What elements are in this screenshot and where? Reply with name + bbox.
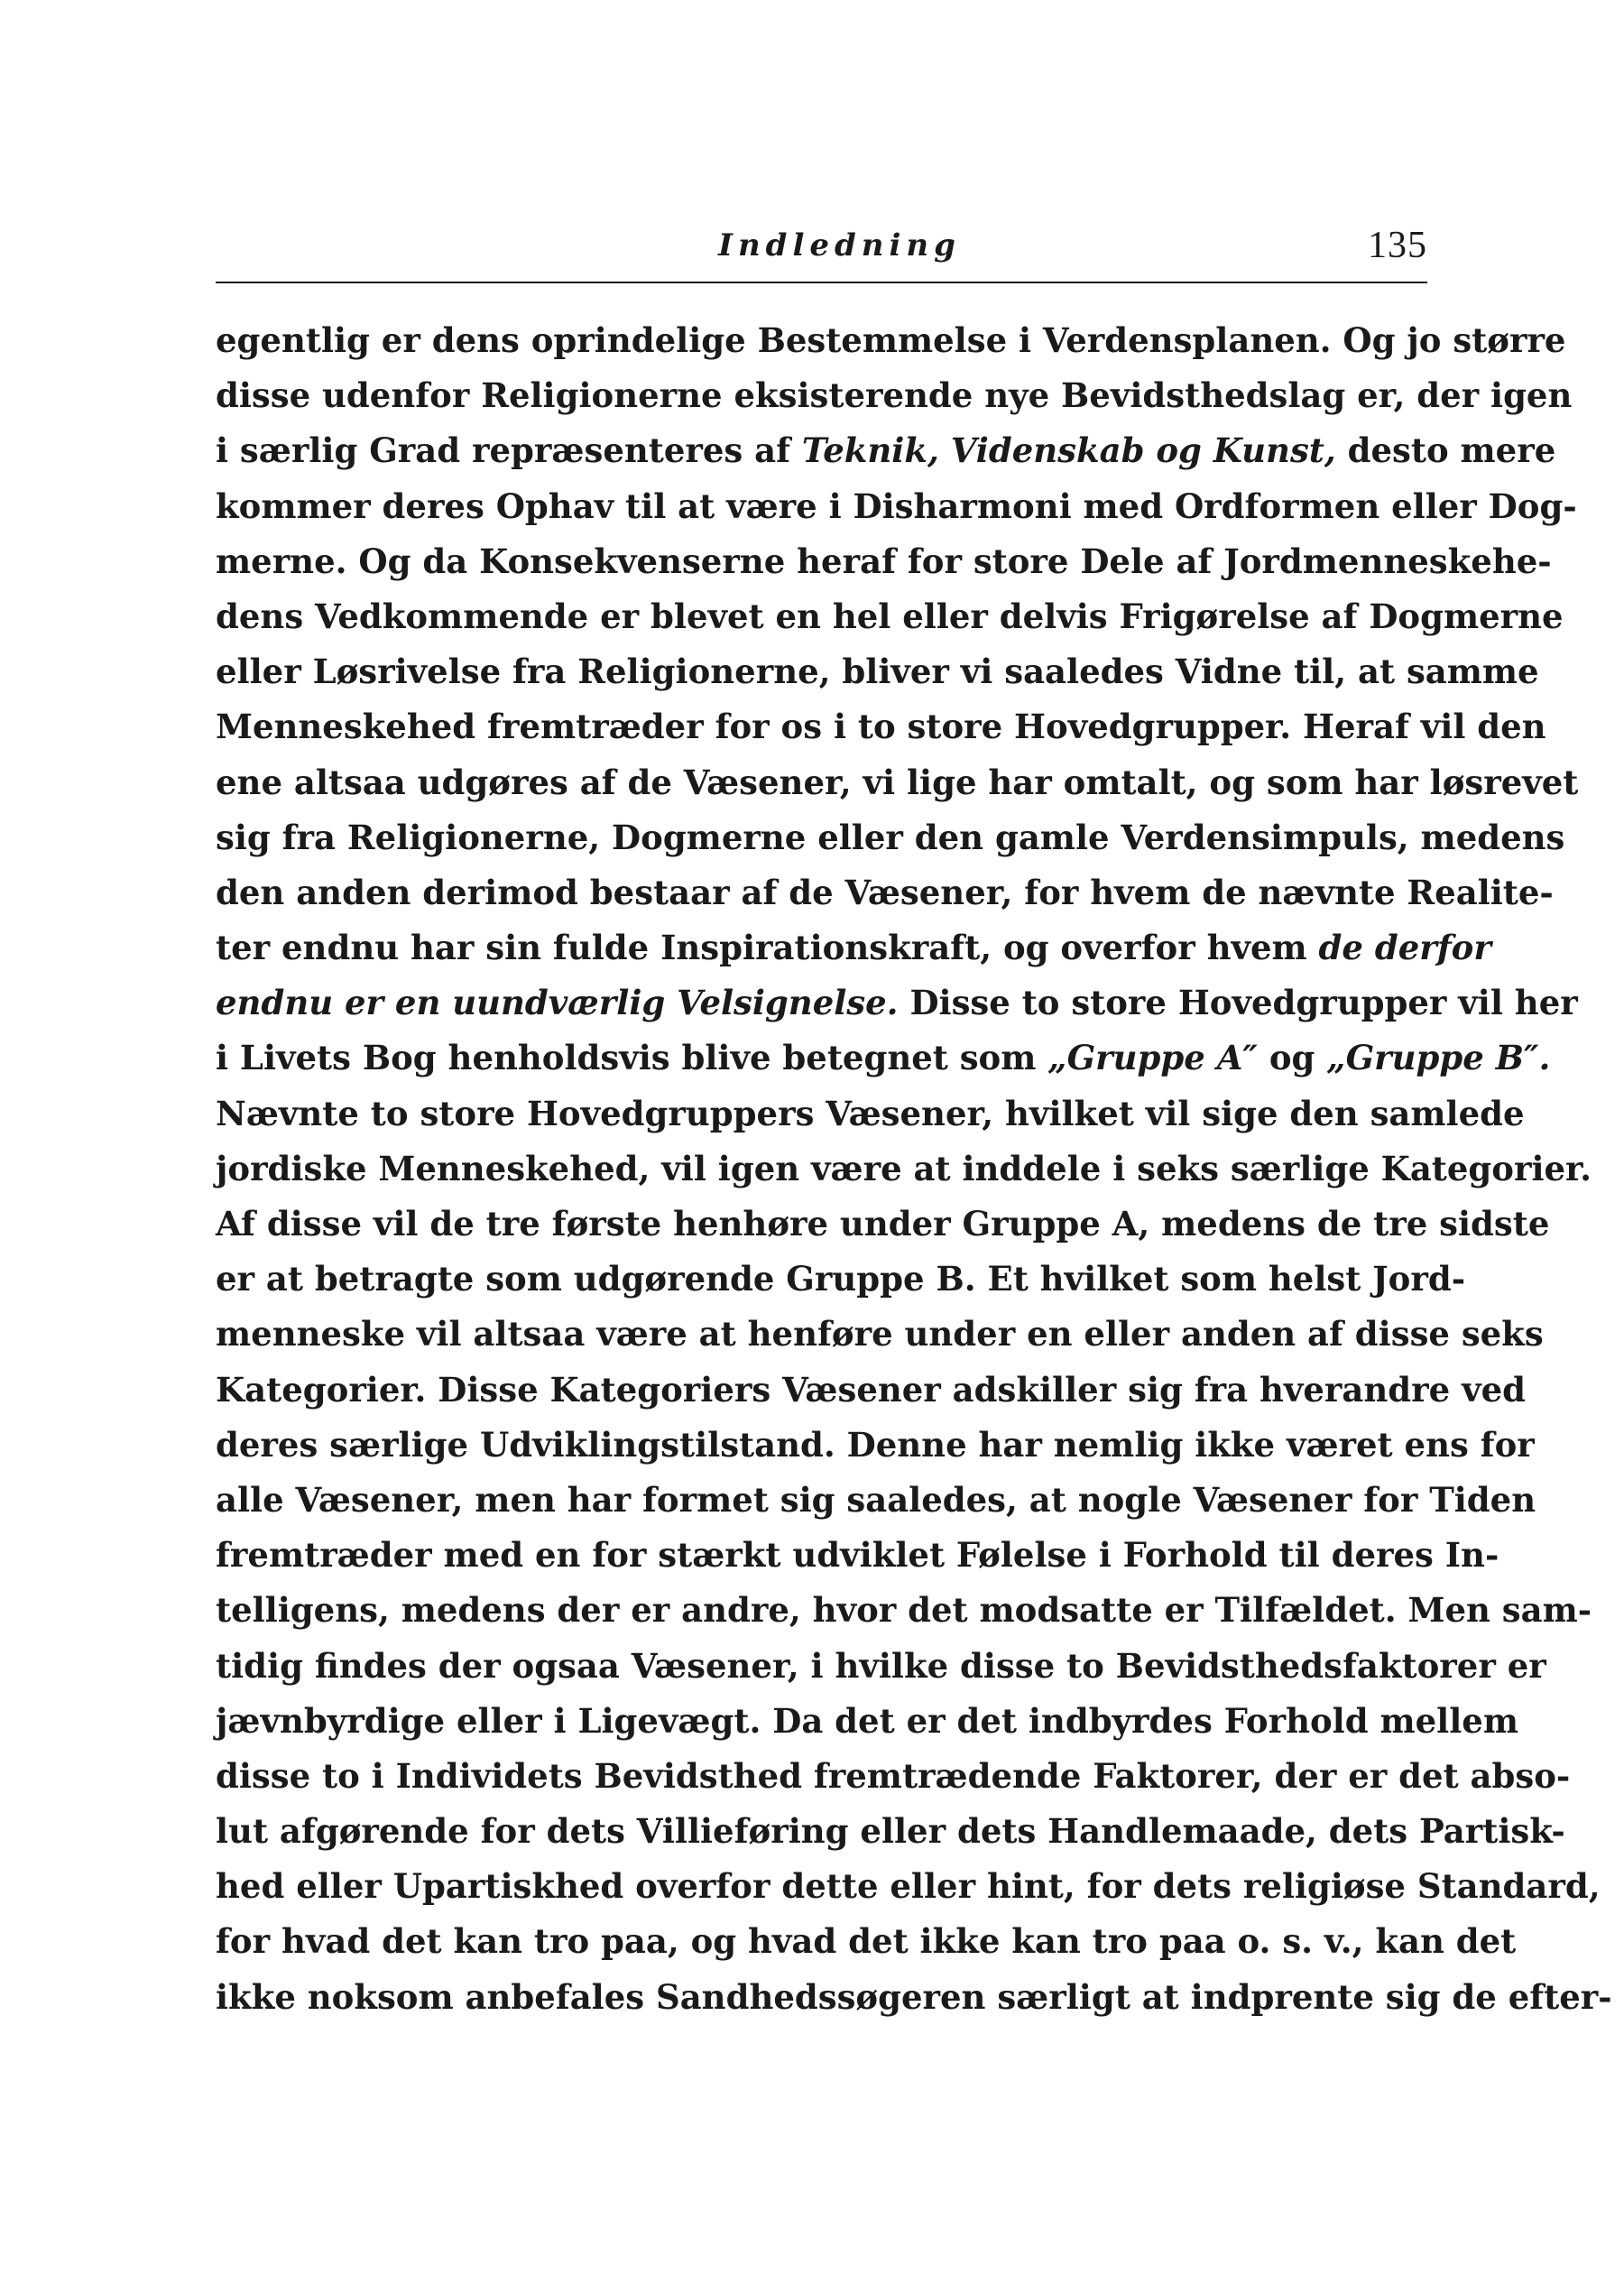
text-segment: tidig findes der ogsaa Væsener, i hvilke disse to Bevidsthedsfaktorer er [216,1645,1546,1686]
text-line [216,1252,1466,1307]
text-segment: i særlig Grad repræsenteres af [216,430,802,471]
text-line [216,479,1577,534]
text-line [216,865,1554,920]
italic-text-segment: „Gruppe B″. [1326,1038,1551,1078]
text-line [216,1031,1551,1086]
italic-text-segment: „Gruppe A″ [1047,1038,1258,1078]
text-line [216,1086,1525,1142]
text-line [216,1418,1535,1473]
text-line [216,1473,1536,1528]
text-segment: telligens, medens der er andre, hvor det modsatte er Tilfældet. Men sam- [216,1590,1592,1631]
text-line [216,1970,1612,2025]
text-segment: kommer deres Ophav til at være i Disharmoni med Ordformen eller Dog- [216,485,1577,526]
text-line [216,1528,1499,1583]
italic-text-segment: endnu er en uundværlig Velsignelse. [216,983,899,1023]
text-line [216,1694,1518,1749]
text-segment: jævnbyrdige eller i Ligevægt. Da det er det indbyrdes Forhold mellem [216,1700,1518,1741]
text-line [216,534,1552,589]
text-segment: disse to i Individets Bevidsthed fremtrædende Faktorer, der er det abso- [216,1755,1571,1796]
text-segment: egentlig er dens oprindelige Bestemmelse i Verdensplanen. Og jo større [216,320,1566,360]
text-segment: ene altsaa udgøres af de Væsener, vi lige har omtalt, og som har løsrevet [216,762,1579,802]
text-segment: dens Vedkommende er blevet en hel eller delvis Frigørelse af Dogmerne [216,596,1564,636]
text-segment: Disse to store Hovedgrupper vil her [898,983,1578,1023]
running-head [216,224,1427,287]
text-segment: ikke noksom anbefales Sandhedssøgeren særligt at indprente sig de efter- [216,1976,1612,2017]
text-line [216,1142,1592,1197]
text-segment: Af disse vil de tre første henhøre under Gruppe A, medens de tre sidste [216,1204,1550,1244]
text-line [216,699,1546,754]
text-segment: merne. Og da Konsekvenserne heraf for store Dele af Jordmenneskehe- [216,541,1552,581]
text-line [216,810,1565,865]
page-number: 135 [1368,225,1427,266]
text-line [216,755,1579,810]
text-line [216,1859,1601,1914]
text-segment: i Livets Bog henholdsvis blive betegnet som [216,1038,1048,1078]
text-line [216,644,1539,699]
text-segment: Nævnte to store Hovedgruppers Væsener, hvilket vil sige den samlede [216,1093,1525,1133]
text-segment: menneske vil altsaa være at henføre under en eller anden af disse seks [216,1314,1544,1355]
italic-text-segment: Teknik, Videnskab og Kunst, [801,430,1336,471]
text-segment: deres særlige Udviklingstilstand. Denne har nemlig ikke været ens for [216,1424,1535,1465]
text-segment: sig fra Religionerne, Dogmerne eller den gamle Verdensimpuls, medens [216,817,1565,857]
text-segment: ter endnu har sin fulde Inspirationskraft, og overfor hvem [216,928,1319,968]
text-line [216,1914,1517,1969]
text-line [216,975,1578,1031]
text-line [216,1749,1571,1804]
text-segment: jordiske Menneskehed, vil igen være at inddele i seks særlige Kategorier. [216,1148,1592,1188]
text-segment: er at betragte som udgørende Gruppe B. Et hvilket som helst Jord- [216,1259,1466,1299]
text-segment: desto mere [1335,430,1556,471]
text-segment: eller Løsrivelse fra Religionerne, bliver vi saaledes Vidne til, at samme [216,652,1539,692]
text-segment: fremtræder med en for stærkt udviklet Følelse i Forhold til deres In- [216,1535,1499,1576]
text-segment: lut afgørende for dets Villieføring eller dets Handlemaade, dets Partisk- [216,1811,1565,1852]
text-line [216,1583,1592,1638]
text-segment: alle Væsener, men har formet sig saaledes, at nogle Væsener for Tiden [216,1479,1536,1520]
text-segment: Menneskehed fremtræder for os i to store Hovedgrupper. Heraf vil den [216,707,1546,747]
body-text [216,313,1612,2025]
text-line [216,423,1556,478]
text-line [216,368,1573,423]
text-line [216,589,1564,644]
text-segment: disse udenfor Religionerne eksisterende nye Bevidsthedslag er, der igen [216,375,1573,416]
text-line [216,1804,1565,1859]
text-line [216,920,1491,975]
text-line [216,1639,1546,1694]
text-segment: for hvad det kan tro paa, og hvad det ikke kan tro paa o. s. v., kan det [216,1921,1517,1962]
text-line [216,1363,1526,1418]
text-segment: Kategorier. Disse Kategoriers Væsener adskiller sig fra hverandre ved [216,1369,1526,1410]
text-segment: den anden derimod bestaar af de Væsener, for hvem de nævnte Realite- [216,872,1554,912]
italic-text-segment: de derfor [1318,928,1491,968]
text-line [216,1307,1544,1362]
text-segment: og [1257,1038,1327,1078]
header-rule [216,282,1427,283]
text-segment: hed eller Upartiskhed overfor dette eller hint, for dets religiøse Standard, [216,1866,1601,1907]
text-line [216,1197,1550,1252]
text-line [216,313,1566,368]
running-title: Indledning [718,227,961,264]
